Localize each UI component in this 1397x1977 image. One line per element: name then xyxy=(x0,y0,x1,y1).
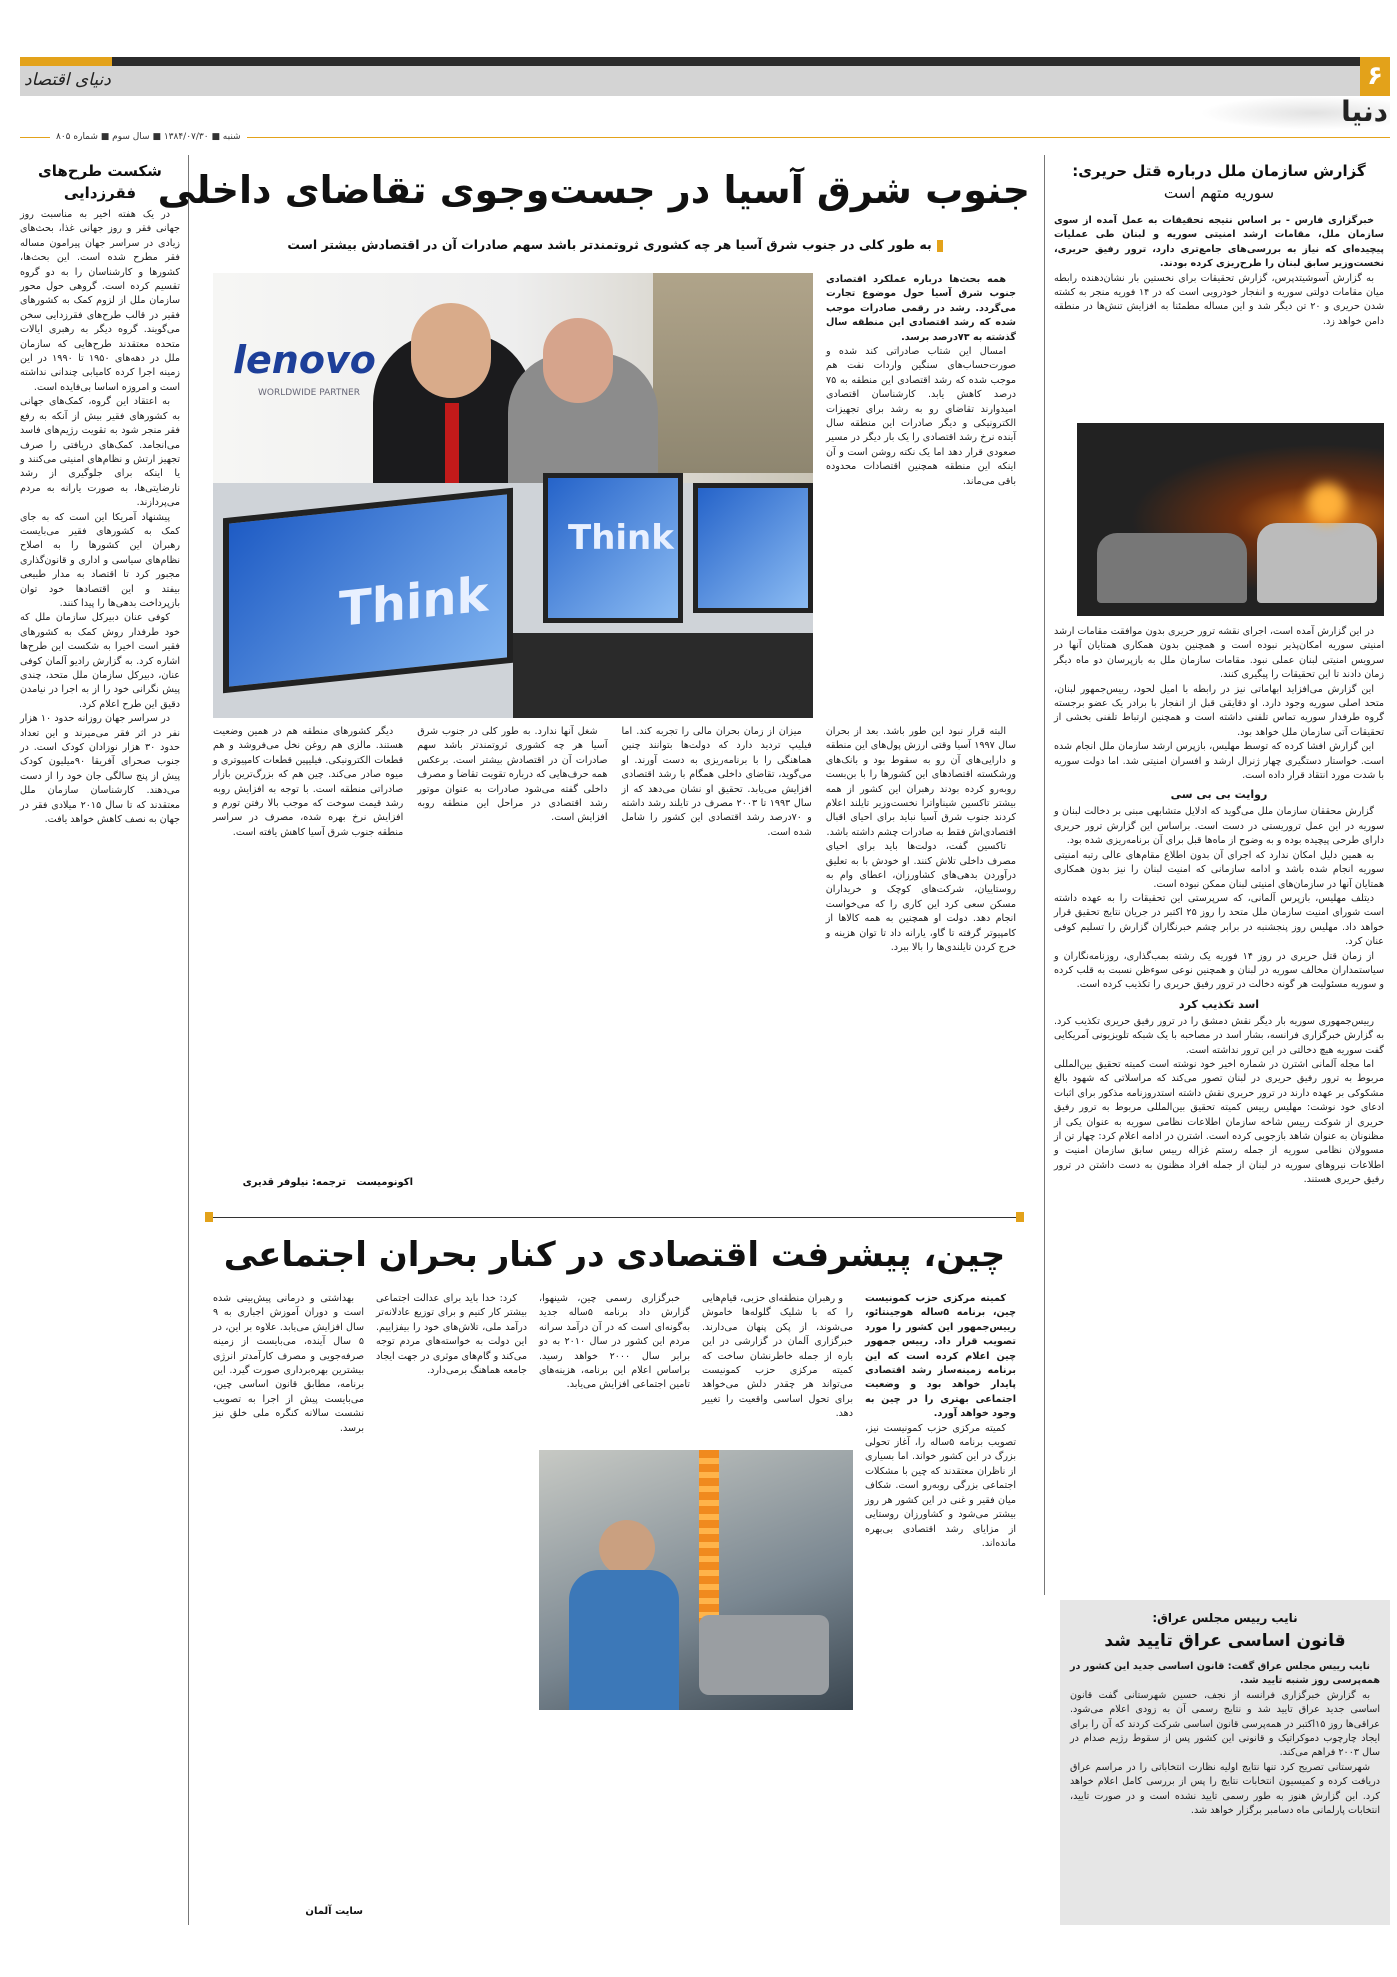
factory-photo xyxy=(539,1450,853,1710)
page-number: ۶ xyxy=(1360,57,1390,96)
paragraph: از زمان قتل حریری در روز ۱۴ فوریه یک رشته بمب‌گذاری، روزنامه‌نگاران و سیاستمداران مخالف سوریه در لبنان و همچنین نوعی سوءظن نسبت به قلب کرده و سوریه مسئولیت هر گونه دخالت در ترور رفیق حریری را تکذیب کرده است. xyxy=(1054,950,1384,991)
dateline xyxy=(20,131,1390,143)
main-col xyxy=(213,725,403,840)
fire xyxy=(1307,483,1347,523)
paragraph: در این گزارش آمده است، اجرای نقشه ترور حریری بدون موافقت مقامات ارشد امنیتی سوریه امکان‌پذیر نبوده است و همچنین بدون همکاری همتایان آنها در سرویس امنیتی لبنان عملی نبود. مقامات سازمان ملل به بازپرسان دو ماه دیگر زمان دادند تا این تحقیقات را پیگیری کنند. xyxy=(1054,626,1384,681)
right-lead: خبرگزاری فارس - بر اساس نتیجه تحقیقات به عمل آمده از سوی سازمان ملل، مقامات ارشد امنیتی سوریه و لبنان طی عملیات پیچیده‌ای که نیاز به بررسی‌های جامع‌تری دارد، ترور رفیق حریری، نخست‌وزیر سابق لبنان را طرح‌ریزی کرده بودند. xyxy=(1054,215,1384,270)
bombing-photo xyxy=(1077,423,1384,616)
paragraph: گزارش محققان سازمان ملل می‌گوید که ادلایل متشابهی مبنی بر دخالت لبنان و سوریه در این عمل تروریستی در دست است. براساس این گزارش ترور حریری دارای طرحی پیچیده بوده و به وضوح از ماه‌ها قبل برای آن برنامه‌ریزی شده بود. xyxy=(1054,806,1384,847)
column-rule xyxy=(1044,155,1045,1595)
face-right xyxy=(543,318,613,403)
byline-source: اکونومیست xyxy=(356,1177,413,1188)
left-story-title: شکست طرح‌های فقرزدایی xyxy=(38,162,162,202)
china-col xyxy=(865,1292,1016,1551)
paragraph: و رهبران منطقه‌ای حزبی، قیام‌هایی را که با شلیک گلوله‌ها خاموش می‌شوند، از پکن پنهان می‌دارند. خبرگزاری آلمان در گزارشی در این باره از جمله خاطرنشان ساخت که کمیته مرکزی حزب کمونیست می‌تواند هر چقدر دلش می‌خواهد برای تحول اساسی واقعیت را تغییر دهد. xyxy=(702,1293,853,1420)
main-story-header xyxy=(157,165,1030,215)
coil-hose xyxy=(699,1450,719,1630)
iraq-box xyxy=(1060,1600,1390,1925)
china-header xyxy=(213,1232,1016,1278)
paragraph: در یک هفته اخیر به مناسبت روز جهانی فقر و روز جهانی غذا، بحث‌های زیادی در سراسر جهان پیرامون مساله فقر مطرح شده است. این بحث‌ها، کشورها و کارشناسان را به دو گروه تقسیم کرده است. گروهی حول محور سازمان ملل از لزوم کمک به کشورهای فقیر در قالب طرح‌های فقرزدایی سخن می‌گویند. گروه دیگر به رهبری ایالات متحده معتقدند طرح‌هایی که سازمان ملل در دهه‌های ۱۹۵۰ تا ۱۹۹۰ در این زمینه اجرا کرده کامیابی چندانی نداشته است و امروزه اساسا بی‌فایده است. xyxy=(20,209,180,393)
worldwide-partner-text: WORLDWIDE PARTNER xyxy=(258,388,360,398)
main-subhead-text: به طور کلی در جنوب شرق آسیا هر چه کشوری ثروتمندتر باشد سهم صادرات آن در اقتصادش بیشتر است xyxy=(287,237,932,252)
paragraph: به همین دلیل امکان ندارد که اجرای آن بدون اطلاع مقام‌های عالی رتبه امنیتی سوریه انجام شده باشد و ادامه سازمانی که امنیت لبنان را نیز بدون همکاری همتایان آنها در سازمان‌های امنیتی لبنان ممکن نبوده است. xyxy=(1054,849,1384,890)
main-byline xyxy=(213,1176,413,1190)
paragraph: میزان از زمان بحران مالی را تجربه کند. اما فیلیپ تردید دارد که دولت‌ها بتوانند چنین هماهنگی را با برنامه‌ریزی به دست آورند. او می‌گوید، تقاضای داخلی همگام با رشد اقتصادی افزایش می‌یابد. تحقیق او نشان می‌دهد که از سال ۱۹۹۳ تا ۲۰۰۳ مصرف در تایلند رشد داشته و ۷۰درصد رشد اقتصادی این کشور را شامل شده است. xyxy=(621,726,812,838)
paragraph: بهداشتی و درمانی پیش‌بینی شده است و دوران آموزش اجباری به ۹ سال افزایش می‌یابد. علاوه بر این، در ۵ سال آینده، می‌بایست از زمینه صرفه‌جویی و مصرف کارآمدتر انرژی بیشترین بهره‌برداری صورت گیرد. این برنامه، مطابق قانون اساسی چین، می‌بایست پیش از اجرا به تصویب نشست سالانه کنگره ملی خلق نیز برسد. xyxy=(213,1293,364,1434)
divider-marker xyxy=(205,1212,213,1222)
brand-logo: دنیای اقتصاد xyxy=(24,70,111,90)
left-story xyxy=(20,160,180,827)
china-col xyxy=(539,1292,690,1393)
worker-face xyxy=(599,1520,655,1576)
paragraph: البته قرار نبود این طور باشد. بعد از بحران سال ۱۹۹۷ آسیا وقتی ارزش پول‌های این منطقه و دارایی‌های آن رو به سقوط بود و بانک‌های ورشکسته اقتصادهای این کشورها را با بن‌بست روبه‌رو کرده بودند رهبران این کشور از همه بیشتر تاکسین شیناواترا نخست‌وزیر تایلند اعلام کردند جنوب شرق آسیا نباید برای احیای اقبال اقتصادی‌اش فقط به صادرات چشم داشته باشد. xyxy=(825,726,1016,838)
byline-translator: ترجمه: نیلوفر قدیری xyxy=(242,1177,346,1188)
left-story-body xyxy=(20,208,180,827)
right-story xyxy=(1054,160,1384,329)
engine xyxy=(699,1615,829,1695)
paragraph: دیگر کشورهای منطقه هم در همین وضعیت هستند. مالزی هم روغن نخل می‌فروشد و هم قطعات الکترونیکی. فیلیپین قطعات کامپیوتری و میوه صادر می‌کند. چین هم که بزرگ‌ترین بازار صادراتی منطقه است. با توجه به افزایش روبه رشد قیمت سوخت که موجب بالا رفتن تورم و افزایش نرخ بهره شده، مصرف در سراسر منطقه جنوب شرق آسیا کاهش یافته است. xyxy=(213,726,404,838)
dateline-text: شنبه ■ ۱۳۸۴/۰۷/۳۰ ■ سال سوم ■ شماره ۸۰۵ xyxy=(50,131,247,143)
think-text: Think xyxy=(568,518,674,558)
story-divider xyxy=(213,1217,1016,1218)
lenovo-logo: lenovo xyxy=(233,338,376,382)
paragraph: امسال این شتاب صادراتی کند شده و صورت‌حساب‌های سنگین واردات نفت هم موجب شده که رشد اقتصادی این منطقه به ۷۵ درصد کاهش یابد. کارشناسان اقتصادی امیدوارند تقاضای رو به رشد برای تجهیزات الکترونیکی و دیگر صادرات این منطقه سال آینده نرخ رشد اقتصادی را یک بار دیگر در مسیر صعودی قرار دهد اما یک نکته روشن است و آن اینکه این منطقه همچنین اقتصادات محدوده باقی می‌ماند. xyxy=(826,346,1016,487)
china-col xyxy=(376,1292,527,1378)
paragraph: به گزارش آسوشیتدپرس، گزارش تحقیقات برای نخستین بار نشان‌دهنده رابطه میان مقامات دولتی سوریه و انفجار خودرویی است که در ۱۴ فوریه منجر به کشته شدن حریری و ۲۰ تن دیگر شد و این مساله مطمئنا به افزایش تنش‌ها در منطقه دامن خواهد زد. xyxy=(1054,272,1384,327)
main-subhead xyxy=(200,236,1030,254)
column-rule xyxy=(188,155,189,1925)
paragraph: رییس‌جمهوری سوریه بار دیگر نقش دمشق را در ترور رفیق حریری تکذیب کرد. به گزارش خبرگزاری فرانسه، بشار اسد در مصاحبه با یک شبکه تلویزیونی آمریکایی گفت سوریه هیچ دخالتی در این ترور نداشته است. xyxy=(1054,1015,1384,1056)
paragraph: این گزارش می‌افزاید ابهاماتی نیز در رابطه با امیل لحود، رییس‌جمهور لبنان، متحد اصلی سوریه وجود دارد. او دقایقی قبل از انفجار با برادر یک عضو برجسته گروه طرفدار سوریه تماس تلفنی داشته است و همچنین ارتباط تلفنی بخشی از تحقیقات آتی سازمان ملل خواهد بود. xyxy=(1054,683,1384,738)
section-title: دنیا xyxy=(1341,95,1388,128)
main-col xyxy=(622,725,812,840)
right-story-body xyxy=(1054,625,1384,1188)
divider-marker xyxy=(1016,1212,1024,1222)
china-headline: چین، پیشرفت اقتصادی در کنار بحران اجتماعی xyxy=(223,1235,1006,1275)
face-left xyxy=(411,303,491,398)
main-col xyxy=(417,725,607,826)
main-lead: همه بحث‌ها درباره عملکرد اقتصادی جنوب شرق آسیا حول موضوع تجارت می‌گردد. رشد در رقمی صادرات موجب شده که رشد اقتصادی این منطقه سال گذشته به ۷۳درصد برسد. xyxy=(826,274,1016,343)
paragraph: اما مجله آلمانی اشترن در شماره اخیر خود نوشته است کمیته تحقیق بین‌المللی مربوط به ترور رفیق حریری در لبنان تصور می‌کند که مراسلاتی که شهود بالغ مشکوکی بر عهده دارند در ترور حریری نقش داشته استدروزنامه مذکور برای اثبات ادعای خود نوشت: مهلیس رییس کمیته تحقیق بین‌المللی مربوط به ترور رفیق حریری از شوکت رییس شاخه سازمان اطلاعات نظامی سوریه به عنوان یکی از مظنونان به عنوان شاهد بازجویی کرده است. اشترن در ادامه اعلام کرد: چهار تن از مسوولان نظامی سوریه از جمله رستم غزاله رییس سابق سازمان امنیت و اطلاعات نیروهای سوریه در لبنان از جمله افراد مظنون به دست داشتن در ترور رفیق حریری هستند. xyxy=(1054,1058,1384,1186)
header-band xyxy=(20,66,1360,96)
paragraph: کرد: خدا باید برای عدالت اجتماعی بیشتر کار کنیم و برای توزیع عادلانه‌تر درآمد ملی، تلاش‌های خود را بیفزاییم. این دولت به خواسته‌های مردم توجه می‌کند و گام‌های موثری در جهت ایجاد جامعه هماهنگ برمی‌دارد. xyxy=(376,1293,527,1377)
iraq-headline: قانون اساسی عراق تایید شد xyxy=(1104,1631,1346,1651)
main-story-columns xyxy=(213,725,1016,956)
right-headline-1: گزارش سازمان ملل درباره قتل حریری: xyxy=(1072,162,1366,180)
china-col xyxy=(702,1292,853,1422)
keyboard xyxy=(513,633,813,718)
think-text: Think xyxy=(339,566,489,639)
iraq-lead: نایب رییس مجلس عراق گفت: قانون اساسی جدید این کشور در همه‌پرسی روز شنبه تایید شد. xyxy=(1070,1661,1380,1687)
china-lead: کمیته مرکزی حزب کمونیست چین، برنامه ۵ساله هوجینتائو، رییس‌جمهور این کشور را مورد تصویب قرار داد. رییس جمهور چین اعلام کرده است که این برنامه زمینه‌ساز رشد اقتصادی پایدار خواهد بود و وضعیت اجتماعی بهتری را در چین به وجود خواهد آورد. xyxy=(865,1293,1016,1420)
wrecked-car xyxy=(1097,533,1247,603)
subhead-marker xyxy=(937,240,943,252)
main-col xyxy=(826,725,1016,956)
paragraph: دیتلف مهلیس، بازپرس آلمانی، که سرپرستی این تحقیقات را به عهده داشته است شورای امنیت سازمان ملل متحد را روز ۲۵ اکتبر در جریان نتایج تحقیق قرار خواهد داد. مهلیس روز پنجشنبه در برابر چشم خبرنگاران گزارش را تسلیم کوفی عنان کرد. xyxy=(1054,892,1384,948)
paragraph: این گزارش افشا کرده که توسط مهلیس، بازپرس ارشد سازمان ملل انجام شده است. خواستار دستگیری چهار ژنرال ارشد و افسران امنیتی شد. اما دولت سوریه با شدت مورد انتقاد قرار داده است. xyxy=(1054,741,1384,782)
lenovo-photo xyxy=(213,273,813,718)
monitor-left xyxy=(223,488,513,693)
paragraph: پیشنهاد آمریکا این است که به جای کمک به کشورهای فقیر می‌بایست رهبران این کشورها را به اصلاح نظام‌های سیاسی و اداری و قانون‌گذاری مجبور کرد تا اقتصاد به مدار طبیعی بیفتد و این اقتصادها خود توان بازپرداخت بدهی‌ها را پیدا کنند. xyxy=(20,511,180,609)
paragraph: خبرگزاری رسمی چین، شینهوا، گزارش داد برنامه ۵ساله جدید به‌گونه‌ای است که در آن درآمد سرانه مردم این کشور در سال ۲۰۱۰ به دو برابر سال ۲۰۰۰ خواهد رسید. براساس اعلام این برنامه، هزینه‌های تامین اجتماعی افزایش می‌یابد. xyxy=(539,1293,690,1391)
monitor-far xyxy=(693,483,813,613)
paragraph: کمیته مرکزی حزب کمونیست نیز، تصویب برنامه ۵ساله را، آغاز تحولی بزرگ در این کشور خواند. اما بسیاری از ناظران معتقدند که چین با مشکلات اجتماعی بزرگی روبه‌رو است. شکاف میان فقیر و غنی در این کشور هر روز بیشتر می‌شود و کشاورزان روستایی از مزایای رشد اقتصادی بی‌بهره مانده‌اند. xyxy=(865,1422,1016,1549)
top-bar-accent xyxy=(20,57,112,66)
worker xyxy=(569,1570,679,1710)
monitor-right xyxy=(543,473,683,623)
paragraph: به اعتقاد این گروه، کمک‌های جهانی به کشورهای فقیر بیش از آنکه به رفع فقر منجر شود به تقویت رژیم‌های فاسد می‌انجامد. کمک‌های دریافتی را صرف تجهیز ارتش و نظام‌های امنیتی می‌کنند و یا اینکه برای جلوگیری از رشد نارضایتی‌ها، به صورت یارانه به مردم می‌پردازند. xyxy=(20,396,180,509)
iraq-kicker: نایب رییس مجلس عراق: xyxy=(1152,1611,1298,1625)
right-headline-2: سوریه متهم است xyxy=(1163,184,1275,202)
paragraph: در سراسر جهان روزانه حدود ۱۰ هزار نفر در اثر فقر می‌میرند و این تعداد حدود ۳۰ هزار نوزادان کودک است. در جنوب صحرای آفریقا ۹۰میلیون کودک پیش از پنج سالگی جان خود را از دست می‌دهند. کارشناسان سازمان ملل معتقدند که تا سال ۲۰۱۵ میلادی فقر در جهان به نصف کاهش خواهد یافت. xyxy=(20,713,180,826)
china-byline: سایت آلمان xyxy=(305,1906,363,1917)
subhead-bbc: روایت بی بی سی xyxy=(1170,788,1268,802)
car xyxy=(1257,523,1377,603)
paragraph: شهرستانی تصریح کرد تنها نتایج اولیه نظارت انتخاباتی را در مراسم عراق دریافت کرده و کمیسیون انتخابات نتایج را پس از بررسی کامل اعلام خواهد کرد. این گزارش هنوز به طور رسمی تایید نشده است و در صورت تایید، انتخابات پارلمانی ماه دسامبر برگزار خواهد شد. xyxy=(1070,1761,1380,1817)
china-col xyxy=(213,1292,364,1436)
top-bar xyxy=(20,57,1360,66)
paragraph: کوفی عنان دبیرکل سازمان ملل که خود طرفدار روش کمک به کشورهای فقیر است اخیرا به شکست این طرح‌ها اشاره کرد. به گزارش رادیو آلمان کوفی عنان، دبیرکل سازمان ملل متحد، چندی پیش نگرانی خود را از به اجرا در نیامدن دقیق این طرح اعلام کرد. xyxy=(20,612,180,710)
main-story-col1 xyxy=(826,273,1016,489)
paragraph: تاکسین گفت، دولت‌ها باید برای احیای مصرف داخلی تلاش کنند. او خودش با به تعلیق درآوردن بدهی‌های کشاورزان، اعطای وام به روستاییان، شرکت‌های کوچک و خریداران مسکن سعی کرد این کاری را که می‌خواست انجام دهد. دولت او همچنین به همه کالاها از کامپیوتر گرفته تا گاو، یارانه داد تا توان هزینه و خرج کردن تایلندی‌ها را بالا ببرد. xyxy=(825,841,1016,954)
paragraph: شغل آنها ندارد. به طور کلی در جنوب شرق آسیا هر چه کشوری ثروتمندتر باشد سهم صادرات آن در اقتصادش بیشتر است. برعکس همه حرف‌هایی که درباره تقویت تقاضا و مصرف داخلی گفته می‌شود صادرات به عنوان موتور رشد اقتصادی در مراحل این منطقه روبه افزایش است. xyxy=(417,726,608,824)
main-headline: جنوب شرق آسیا در جست‌وجوی تقاضای داخلی xyxy=(157,168,1030,212)
paragraph: به گزارش خبرگزاری فرانسه از نجف، حسین شهرستانی گفت قانون اساسی جدید عراق تایید شد و نتایج رسمی آن به زودی اعلام می‌شود. عراقی‌ها روز ۱۵اکتبر در همه‌پرسی قانون اساسی شرکت کردند که آن را برای ایجاد چارچوب دموکراتیک و قانونی این کشور پس از سقوط رژیم صدام در سال ۲۰۰۳ فراهم می‌کند. xyxy=(1070,1689,1381,1759)
subhead-assad: اسد تکذیب کرد xyxy=(1178,997,1260,1011)
